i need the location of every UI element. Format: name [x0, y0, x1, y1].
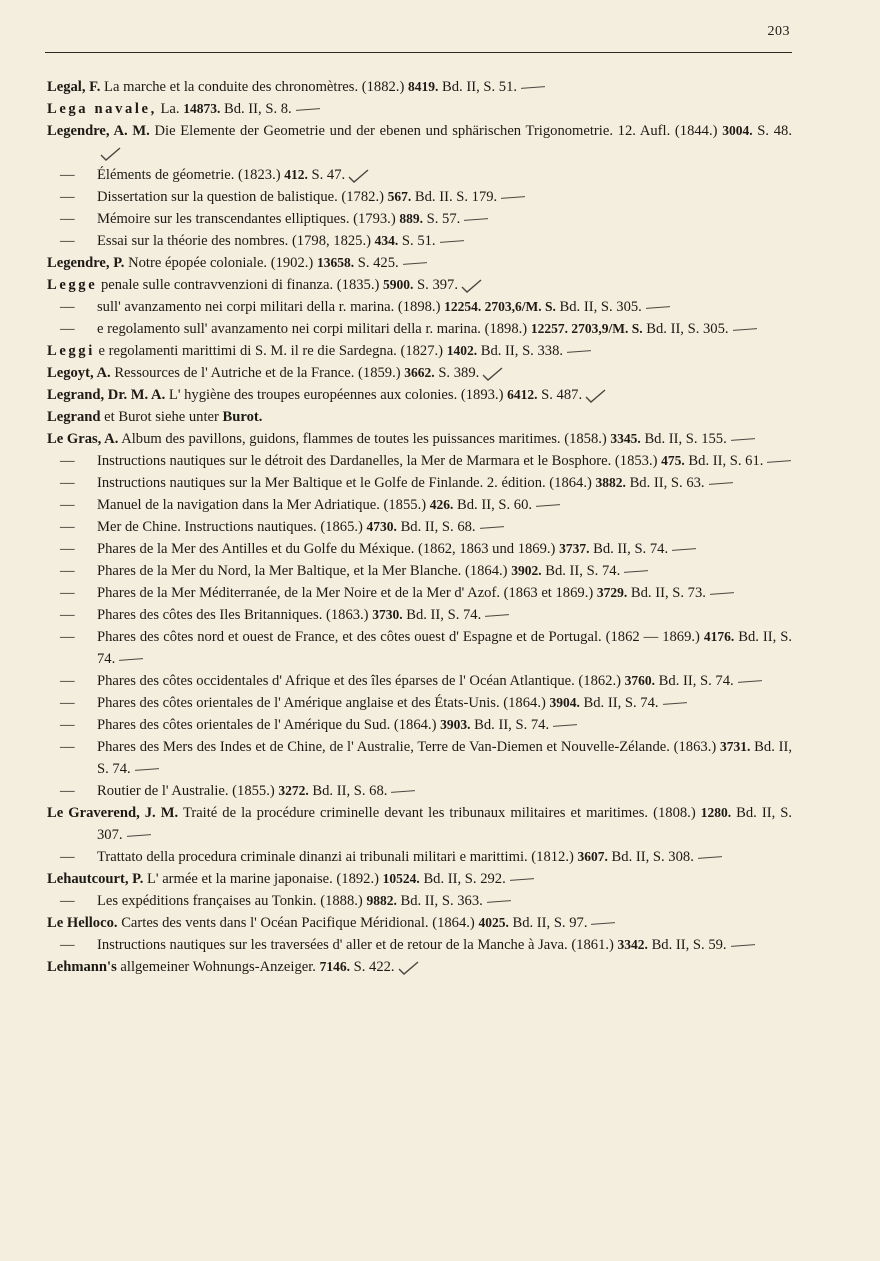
pencil-dash-mark	[567, 350, 591, 353]
index-entry	[47, 384, 792, 406]
entry-catalog-number: 3272.	[278, 783, 309, 798]
entry-title: Essai sur la théorie des nombres. (1798, 1825.)	[97, 233, 371, 249]
pencil-dash-mark	[672, 548, 696, 551]
entry-catalog-number: 3345.	[610, 431, 641, 446]
entry-title: La marche et la conduite des chronomètres. (1882.)	[104, 79, 405, 95]
pencil-dash-mark	[464, 218, 488, 221]
pencil-dash-mark	[521, 86, 545, 89]
ditto-dash: —	[60, 849, 75, 865]
index-subentry	[47, 890, 792, 912]
index-entry	[47, 802, 792, 846]
index-subentry	[47, 714, 792, 736]
entry-reference: Bd. II, S. 74.	[593, 541, 669, 557]
pencil-dash-mark	[646, 306, 670, 309]
index-entry	[47, 252, 792, 274]
entry-catalog-number: 426.	[429, 497, 454, 512]
ditto-dash: —	[60, 233, 75, 249]
ditto-dash: —	[60, 475, 75, 491]
pencil-check-icon	[397, 961, 419, 975]
pencil-dash-mark	[127, 834, 151, 837]
ditto-dash: —	[60, 629, 75, 645]
entry-title: Phares des côtes nord et ouest de France, et des côtes ouest d' Espagne et de Portugal. (1862 — 1869.)	[97, 629, 700, 645]
index-subentry	[47, 450, 792, 472]
entry-title: Phares des côtes occidentales d' Afrique et des îles éparses de l' Océan Atlantique. (1862.)	[97, 673, 621, 689]
pencil-dash-mark	[698, 856, 722, 859]
entry-catalog-number: 3607.	[577, 849, 608, 864]
entry-title: Mémoire sur les transcendantes elliptiques. (1793.)	[97, 211, 396, 227]
entry-catalog-number: 13658.	[316, 255, 355, 270]
pencil-check-icon	[584, 389, 606, 403]
entry-catalog-number: 567.	[387, 189, 412, 204]
index-entry	[47, 274, 792, 296]
index-subentry	[47, 626, 792, 670]
index-subentry	[47, 164, 792, 186]
pencil-dash-mark	[710, 592, 734, 595]
index-entry	[47, 956, 792, 978]
entry-title: Instructions nautiques sur la Mer Baltique et le Golfe de Finlande. 2. édition. (1864.)	[97, 475, 592, 491]
index-subentry	[47, 230, 792, 252]
pencil-dash-mark	[501, 196, 525, 199]
entry-catalog-number: 475.	[661, 453, 685, 468]
entry-catalog-number: 3902.	[511, 563, 542, 578]
index-subentry	[47, 186, 792, 208]
entry-title: Traité de la procédure criminelle devant les tribunaux militaires et maritimes. (1808.)	[182, 805, 696, 821]
ditto-dash: —	[60, 519, 75, 535]
ditto-dash: —	[60, 299, 75, 315]
pencil-dash-mark	[296, 108, 320, 111]
page-number: 203	[767, 24, 790, 39]
entry-title: Album des pavillons, guidons, flammes de toutes les puissances maritimes. (1858.)	[121, 431, 607, 447]
index-subentry	[47, 296, 792, 318]
entry-reference: S. 425.	[357, 255, 399, 271]
entry-reference: Bd. II, S. 60.	[457, 497, 533, 513]
ditto-dash: —	[60, 893, 75, 909]
entry-title: et Burot siehe unter	[104, 409, 219, 425]
entry-catalog-number: 10524.	[382, 871, 420, 886]
index-subentry	[47, 538, 792, 560]
entry-reference: Bd. II, S. 338.	[480, 343, 564, 359]
ditto-dash: —	[60, 167, 75, 183]
index-entry	[47, 428, 792, 450]
index-entry	[47, 120, 792, 164]
ditto-dash: —	[60, 453, 75, 469]
entry-author: Le Gras, A.	[47, 431, 119, 447]
entry-author: Legrand	[47, 409, 101, 425]
entry-reference: Bd. II, S. 63.	[629, 475, 705, 491]
index-subentry	[47, 846, 792, 868]
entry-author: Leggi	[47, 343, 95, 359]
index-entry	[47, 362, 792, 384]
entry-reference: Bd. II, S. 59.	[651, 937, 727, 953]
entry-title: Dissertation sur la question de balistique. (1782.)	[97, 189, 384, 205]
entry-reference: Bd. II, S. 74.	[658, 673, 734, 689]
entry-author: Le Graverend, J. M.	[47, 805, 179, 821]
entry-reference: Burot.	[222, 409, 263, 425]
pencil-check-icon	[481, 367, 503, 381]
entry-reference: Bd. II, S. 308.	[611, 849, 694, 865]
entry-reference: S. 389.	[438, 365, 480, 381]
entry-reference: Bd. II, S. 68.	[312, 783, 388, 799]
entry-reference: Bd. II, S. 74.	[583, 695, 659, 711]
entry-title: Phares des côtes orientales de l' Amérique anglaise et des États-Unis. (1864.)	[97, 695, 546, 711]
entry-title: Phares des Mers des Indes et de Chine, de l' Australie, Terre de Van-Diemen et Nouvelle-Zélande. (1863.)	[97, 739, 717, 755]
entry-title: Phares des côtes des Iles Britanniques. (1863.)	[97, 607, 369, 623]
entry-catalog-number: 889.	[399, 211, 423, 226]
entry-title: La.	[160, 101, 180, 117]
index-subentry	[47, 780, 792, 802]
ditto-dash: —	[60, 189, 75, 205]
ditto-dash: —	[60, 783, 75, 799]
index-subentry	[47, 472, 792, 494]
ditto-dash: —	[60, 937, 75, 953]
pencil-dash-mark	[624, 570, 648, 573]
index-subentry	[47, 604, 792, 626]
index-subentry	[47, 582, 792, 604]
entry-reference: Bd. II, S. 307.	[97, 805, 793, 843]
index-subentry	[47, 736, 792, 780]
entry-reference: Bd. II, S. 74.	[97, 739, 793, 777]
entry-reference: Bd. II, S. 97.	[512, 915, 588, 931]
entry-reference: Bd. II, S. 155.	[644, 431, 727, 447]
entry-title: Instructions nautiques sur le détroit des Dardanelles, la Mer de Marmara et le Bosphore. (1853.)	[97, 453, 658, 469]
pencil-check-icon	[347, 169, 369, 183]
index-entry	[47, 340, 792, 362]
entry-reference: S. 47.	[311, 167, 346, 183]
entry-catalog-number: 3342.	[617, 937, 648, 952]
pencil-dash-mark	[553, 724, 577, 727]
index-subentry	[47, 318, 792, 340]
entry-author: Lehmann's	[47, 959, 117, 975]
entry-title: e regolamento sull' avanzamento nei corpi militari della r. marina. (1898.)	[97, 321, 528, 337]
entry-author: Lehautcourt, P.	[47, 871, 144, 887]
pencil-dash-mark	[487, 900, 511, 903]
entry-title: Éléments de géometrie. (1823.)	[97, 167, 281, 183]
entry-title: penale sulle contravvenzioni di finanza. (1835.)	[100, 277, 380, 293]
ditto-dash: —	[60, 717, 75, 733]
ditto-dash: —	[60, 607, 75, 623]
pencil-dash-mark	[709, 482, 733, 485]
entry-title: allgemeiner Wohnungs-Anzeiger.	[120, 959, 316, 975]
entry-author: Legendre, A. M.	[47, 123, 150, 139]
pencil-dash-mark	[480, 526, 504, 529]
pencil-dash-mark	[135, 768, 159, 771]
entry-reference: S. 397.	[417, 277, 458, 293]
entry-reference: S. 57.	[426, 211, 461, 227]
entry-author: Legge	[47, 277, 98, 293]
index-subentry	[47, 494, 792, 516]
ditto-dash: —	[60, 673, 75, 689]
entry-title: Phares de la Mer des Antilles et du Golfe du Méxique. (1862, 1863 und 1869.)	[97, 541, 556, 557]
ditto-dash: —	[60, 321, 75, 337]
entry-reference: S. 48.	[757, 123, 792, 139]
entry-title: Routier de l' Australie. (1855.)	[97, 783, 275, 799]
pencil-dash-mark	[119, 658, 143, 661]
entry-reference: Bd. II, S. 292.	[423, 871, 506, 887]
entry-catalog-number: 4730.	[366, 519, 397, 534]
entry-catalog-number: 1280.	[700, 805, 732, 820]
entry-catalog-number: 3662.	[404, 365, 435, 380]
pencil-dash-mark	[733, 328, 757, 331]
entry-catalog-number: 7146.	[319, 959, 350, 974]
index-entry	[47, 868, 792, 890]
index-entries	[47, 76, 792, 978]
entry-reference: Bd. II, S. 61.	[688, 453, 764, 469]
pencil-dash-mark	[731, 438, 755, 441]
entry-reference: S. 51.	[401, 233, 436, 249]
entry-reference: Bd. II. S. 179.	[414, 189, 498, 205]
entry-title: e regolamenti marittimi di S. M. il re die Sardegna. (1827.)	[98, 343, 444, 359]
ditto-dash: —	[60, 497, 75, 513]
pencil-check-icon	[460, 279, 482, 293]
entry-reference: Bd. II, S. 363.	[400, 893, 483, 909]
entry-title: Instructions nautiques sur les traversées d' aller et de retour de la Manche à Java. (1861.)	[97, 937, 614, 953]
entry-title: L' armée et la marine japonaise. (1892.)	[147, 871, 379, 887]
entry-title: Cartes des vents dans l' Océan Pacifique Méridional. (1864.)	[121, 915, 475, 931]
entry-author: Legrand, Dr. M. A.	[47, 387, 166, 403]
pencil-dash-mark	[403, 262, 427, 265]
entry-reference: S. 422.	[353, 959, 395, 975]
entry-title: Mer de Chine. Instructions nautiques. (1865.)	[97, 519, 363, 535]
pencil-dash-mark	[536, 504, 560, 507]
ditto-dash: —	[60, 695, 75, 711]
entry-reference: Bd. II, S. 74.	[97, 629, 793, 667]
pencil-dash-mark	[391, 790, 415, 793]
entry-catalog-number: 3903.	[440, 717, 471, 732]
pencil-dash-mark	[591, 922, 615, 925]
ditto-dash: —	[60, 739, 75, 755]
entry-author: Le Helloco.	[47, 915, 118, 931]
pencil-dash-mark	[663, 702, 687, 705]
index-subentry	[47, 560, 792, 582]
entry-catalog-number: 12257. 2703,9/M. S.	[530, 321, 643, 336]
entry-title: sull' avanzamento nei corpi militari della r. marina. (1898.)	[97, 299, 441, 315]
pencil-dash-mark	[440, 240, 464, 243]
index-subentry	[47, 670, 792, 692]
entry-catalog-number: 1402.	[446, 343, 478, 358]
entry-reference: Bd. II, S. 74.	[474, 717, 550, 733]
entry-title: Manuel de la navigation dans la Mer Adriatique. (1855.)	[97, 497, 427, 513]
index-entry	[47, 406, 792, 428]
entry-catalog-number: 12254. 2703,6/M. S.	[444, 299, 556, 314]
entry-title: Die Elemente der Geometrie und der ebenen und sphärischen Trigonometrie. 12. Aufl. (1844.)	[154, 123, 718, 139]
entry-catalog-number: 3760.	[624, 673, 656, 688]
header-rule	[45, 52, 792, 53]
entry-title: Phares de la Mer Méditerranée, de la Mer Noire et de la Mer d' Azof. (1863 et 1869.)	[97, 585, 594, 601]
entry-catalog-number: 14873.	[183, 101, 221, 116]
pencil-dash-mark	[510, 878, 534, 881]
pencil-dash-mark	[767, 460, 791, 463]
entry-catalog-number: 5900.	[383, 277, 414, 292]
entry-author: Legal, F.	[47, 79, 101, 95]
index-subentry	[47, 208, 792, 230]
index-entry	[47, 76, 792, 98]
entry-catalog-number: 3737.	[559, 541, 590, 556]
pencil-dash-mark	[485, 614, 509, 617]
entry-title: L' hygiène des troupes européennes aux colonies. (1893.)	[168, 387, 504, 403]
entry-reference: Bd. II, S. 8.	[223, 101, 292, 117]
entry-title: Notre épopée coloniale. (1902.)	[128, 255, 314, 271]
entry-reference: Bd. II, S. 74.	[406, 607, 482, 623]
entry-catalog-number: 3004.	[722, 123, 753, 138]
entry-catalog-number: 4025.	[478, 915, 509, 930]
entry-title: Les expéditions françaises au Tonkin. (1888.)	[97, 893, 363, 909]
entry-catalog-number: 3730.	[372, 607, 403, 622]
ditto-dash: —	[60, 563, 75, 579]
entry-catalog-number: 6412.	[507, 387, 538, 402]
index-subentry	[47, 934, 792, 956]
entry-author: Legendre, P.	[47, 255, 125, 271]
entry-catalog-number: 3731.	[720, 739, 751, 754]
entry-reference: S. 487.	[541, 387, 583, 403]
entry-catalog-number: 3904.	[549, 695, 580, 710]
entry-catalog-number: 9882.	[366, 893, 397, 908]
index-entry	[47, 912, 792, 934]
pencil-dash-mark	[731, 944, 755, 947]
entry-title: Trattato della procedura criminale dinanzi ai tribunali militari e marittimi. (1812.)	[97, 849, 574, 865]
index-entry	[47, 98, 792, 120]
pencil-check-icon	[99, 147, 121, 161]
pencil-dash-mark	[738, 680, 762, 683]
entry-author: Legoyt, A.	[47, 365, 111, 381]
entry-catalog-number: 3729.	[596, 585, 628, 600]
entry-title: Phares de la Mer du Nord, la Mer Baltique, et la Mer Blanche. (1864.)	[97, 563, 508, 579]
ditto-dash: —	[60, 585, 75, 601]
entry-reference: Bd. II, S. 73.	[630, 585, 706, 601]
entry-catalog-number: 8419.	[407, 79, 439, 94]
index-subentry	[47, 692, 792, 714]
entry-reference: Bd. II, S. 305.	[559, 299, 642, 315]
entry-reference: Bd. II, S. 68.	[400, 519, 476, 535]
entry-catalog-number: 412.	[284, 167, 308, 182]
entry-title: Phares des côtes orientales de l' Amérique du Sud. (1864.)	[97, 717, 437, 733]
entry-reference: Bd. II, S. 305.	[646, 321, 729, 337]
ditto-dash: —	[60, 541, 75, 557]
entry-title: Ressources de l' Autriche et de la France. (1859.)	[114, 365, 401, 381]
entry-author: Lega navale,	[47, 101, 157, 117]
entry-reference: Bd. II, S. 74.	[545, 563, 621, 579]
entry-catalog-number: 434.	[374, 233, 399, 248]
entry-catalog-number: 3882.	[595, 475, 626, 490]
entry-reference: Bd. II, S. 51.	[442, 79, 518, 95]
index-subentry	[47, 516, 792, 538]
entry-catalog-number: 4176.	[703, 629, 735, 644]
ditto-dash: —	[60, 211, 75, 227]
